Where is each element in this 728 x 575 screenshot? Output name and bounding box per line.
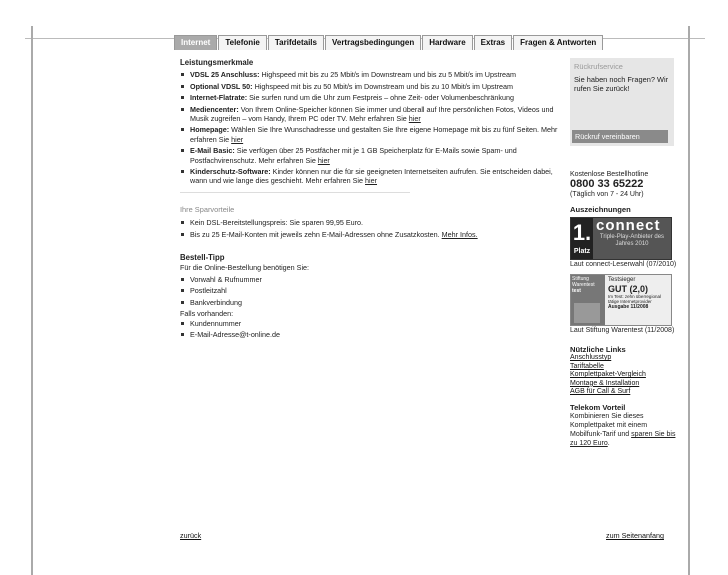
links-title: Nützliche Links <box>570 345 626 354</box>
tab-hardware[interactable]: Hardware <box>422 35 472 50</box>
bestell-title: Bestell-Tipp <box>180 253 225 263</box>
mehr-infos-link[interactable]: Mehr Infos. <box>441 229 478 239</box>
email-basic-link[interactable]: hier <box>317 155 330 165</box>
tab-tarifdetails[interactable]: Tarifdetails <box>268 35 324 50</box>
connect-brand: connect <box>596 217 661 234</box>
mediencenter-link[interactable]: hier <box>408 114 421 124</box>
spar-list <box>180 218 558 239</box>
spar-title: Ihre Sparvorteile <box>180 204 235 214</box>
rueckruf-question: Sie haben noch Fragen? Wir rufen Sie zurück! <box>574 75 669 93</box>
hotline-label: Kostenlose Bestellhotline <box>570 171 649 178</box>
leistung-title: Leistungsmerkmale <box>180 58 254 67</box>
leistung-list <box>180 70 558 185</box>
tab-extras[interactable]: Extras <box>474 35 512 50</box>
link-agb[interactable]: AGB für Call & Surf <box>570 388 631 396</box>
bestell-intro: Für die Online-Bestellung benötigen Sie: <box>180 262 310 272</box>
list-item: Optional VDSL 50: Highspeed mit bis zu 50 Mbit/s im Downstream und bis zu 10 Mbit/s im Upstream <box>180 82 558 91</box>
list-item: Postleitzahl <box>180 286 558 295</box>
list-item: E-Mail-Adresse@t-online.de <box>180 330 558 339</box>
top-of-page-link[interactable]: zum Seitenanfang <box>606 531 664 540</box>
list-item: Internet-Flatrate: Sie surfen rund um die Uhr zum Festpreis – ohne Zeit- oder Volumenbeschränkung <box>180 93 558 102</box>
stiftung-warentest-logo: Stiftung Warentest test <box>571 275 605 325</box>
test-issue: Ausgabe 11/2008 <box>608 304 649 310</box>
list-item: E-Mail Basic: Sie verfügen über 25 Postfächer mit je 1 GB Speicherplatz für E-Mails sowie Spam- und Postfachvirenschutz. Mehr erfahren Sie hier <box>180 146 558 165</box>
hotline-hours: (Täglich von 7 - 24 Uhr) <box>570 191 644 198</box>
link-komplettpaket-vergleich[interactable]: Komplettpaket-Vergleich <box>570 371 646 379</box>
section-divider <box>180 192 410 193</box>
list-item: Mediencenter: Von Ihrem Online-Speicher können Sie immer und überall auf Ihre persönlichen Fotos, Videos und Musik zugreifen – vom Handy, Ihrem PC oder TV. Mehr erfahren Sie hier <box>180 105 558 124</box>
back-link[interactable]: zurück <box>180 531 202 540</box>
test-t-icon <box>574 303 600 323</box>
link-montage-installation[interactable]: Montage & Installation <box>570 379 640 387</box>
rueckruf-title: Rückrufservice <box>574 62 623 71</box>
list-item: Bankverbindung <box>180 298 558 307</box>
tab-internet[interactable]: Internet <box>174 35 217 50</box>
list-item: Kundennummer <box>180 319 558 328</box>
rueckruf-button[interactable]: Rückruf vereinbaren <box>572 130 668 143</box>
rueckruf-box <box>570 58 674 146</box>
connect-caption: Laut connect-Leserwahl (07/2010) <box>570 261 677 268</box>
homepage-link[interactable]: hier <box>231 134 244 144</box>
link-anschlusstyp[interactable]: Anschlusstyp <box>570 354 612 361</box>
list-item: Homepage: Wählen Sie Ihre Wunschadresse und gestalten Sie Ihre eigene Homepage mit bis zu fünf Seiten. Mehr erfahren Sie hier <box>180 125 558 144</box>
list-item: Kein DSL-Bereitstellungspreis: Sie sparen 99,95 Euro. <box>180 218 558 227</box>
right-page-border <box>688 26 690 575</box>
awards-title: Auszeichnungen <box>570 205 631 214</box>
connect-sub: Triple-Play-Anbieter des Jahres 2010 <box>599 234 665 247</box>
falls-vorhanden: Falls vorhanden: <box>180 309 234 319</box>
connect-award-badge <box>570 217 672 260</box>
vorteil-text: Kombinieren Sie dieses Komplettpaket mit einem Mobilfunk-Tarif und sparen Sie bis zu 120 Euro. <box>570 412 676 447</box>
tab-fragen-antworten[interactable]: Fragen & Antworten <box>513 35 603 50</box>
left-page-border <box>31 26 33 575</box>
warentest-badge <box>570 274 672 326</box>
vorteil-title: Telekom Vorteil <box>570 402 626 412</box>
link-tariftabelle[interactable]: Tariftabelle <box>570 362 604 370</box>
stiftung-caption: Laut Stiftung Warentest (11/2008) <box>570 327 675 334</box>
testsieger-label: Testsieger <box>608 277 636 283</box>
hotline-number: 0800 33 65222 <box>570 178 644 190</box>
test-grade: GUT (2,0) <box>608 284 649 294</box>
test-scope: Im Test: zehn überregional tätige Internetprovider <box>608 294 661 304</box>
useful-links <box>570 354 680 397</box>
list-item: Bis zu 25 E-Mail-Konten mit jeweils zehn E-Mail-Adressen ohne Zusatzkosten. Mehr Infos. <box>180 230 558 239</box>
tab-bar <box>174 35 604 50</box>
tab-telefonie[interactable]: Telefonie <box>218 35 267 50</box>
list-item: Kinderschutz-Software: Kinder können nur die für sie geeigneten Internetseiten aufrufen. Sie entscheiden dabei, wann und wie lange dies geschieht. Mehr erfahren Sie hier <box>180 167 558 186</box>
main-content <box>180 58 558 341</box>
list-item: Vorwahl & Rufnummer <box>180 275 558 284</box>
list-item: VDSL 25 Anschluss: Highspeed mit bis zu 25 Mbit/s im Downstream und bis zu 5 Mbit/s im Upstream <box>180 70 558 79</box>
bestell-list <box>180 275 558 307</box>
sidebar <box>570 58 680 448</box>
optional-list <box>180 319 558 340</box>
vorteil-link[interactable]: sparen Sie bis zu 120 Euro <box>570 430 676 447</box>
tab-vertragsbedingungen[interactable]: Vertragsbedingungen <box>325 35 421 50</box>
connect-rank: 1. Platz <box>571 218 593 259</box>
kinderschutz-link[interactable]: hier <box>365 176 378 186</box>
